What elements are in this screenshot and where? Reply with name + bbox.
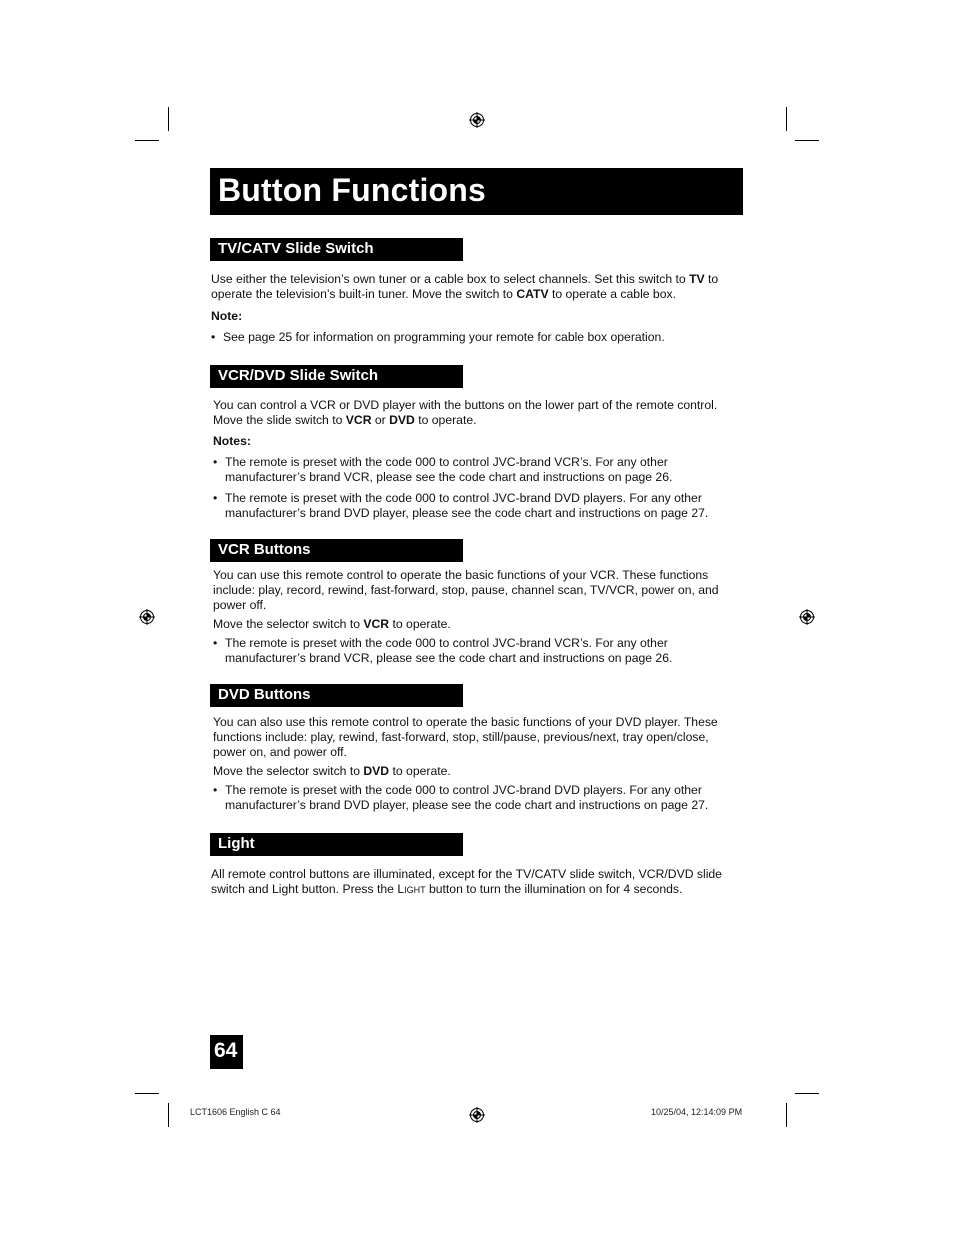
small-caps-term: Light bbox=[397, 882, 426, 896]
text-run: Use either the television’s own tuner or a cable box to select channels. Set this switch to bbox=[211, 272, 690, 286]
bullet-text: The remote is preset with the code 000 to control JVC-brand VCR’s. For any other manufacturer’s brand VCR, please see the code chart and instructions on page 26. bbox=[225, 636, 673, 665]
crop-mark bbox=[135, 140, 159, 141]
bullet-dot: • bbox=[213, 636, 218, 650]
section-heading-vcr-buttons bbox=[210, 539, 463, 562]
page-title-bar bbox=[210, 168, 743, 215]
section-heading-label: TV/CATV Slide Switch bbox=[218, 240, 374, 257]
bullet-item bbox=[213, 491, 745, 521]
bullet-text: The remote is preset with the code 000 to control JVC-brand VCR’s. For any other manufacturer’s brand VCR, please see the code chart and instructions on page 26. bbox=[225, 455, 673, 484]
bold-term: DVD bbox=[363, 764, 390, 778]
text-run: Move the selector switch to bbox=[213, 764, 364, 778]
text-run: All remote control buttons are illuminated, except for the TV/CATV slide switch, VCR/DVD slide switch and Light button. Press the bbox=[211, 867, 722, 896]
footer-right: 10/25/04, 12:14:09 PM bbox=[651, 1107, 743, 1117]
bold-term: DVD bbox=[389, 413, 415, 427]
move-instruction bbox=[213, 764, 743, 779]
section-heading-light bbox=[210, 833, 463, 856]
bold-term: VCR bbox=[363, 617, 390, 631]
registration-mark-icon bbox=[799, 609, 815, 625]
registration-mark-icon bbox=[469, 1107, 485, 1123]
text-run: to operate. bbox=[389, 764, 451, 778]
move-instruction bbox=[213, 617, 743, 632]
crop-mark bbox=[135, 1093, 159, 1094]
section-paragraph bbox=[213, 398, 743, 428]
text-run: to operate. bbox=[389, 617, 451, 631]
section-paragraph bbox=[211, 272, 741, 302]
section-heading-label: VCR Buttons bbox=[218, 541, 311, 558]
bold-term: TV bbox=[689, 272, 705, 286]
page-number-box bbox=[210, 1035, 243, 1069]
bullet-dot: • bbox=[211, 330, 216, 344]
bullet-item bbox=[213, 636, 745, 666]
bold-term: CATV bbox=[516, 287, 549, 301]
crop-mark bbox=[795, 1093, 819, 1094]
registration-mark-icon bbox=[469, 112, 485, 128]
registration-mark-icon bbox=[139, 609, 155, 625]
bullet-item bbox=[213, 783, 745, 813]
bullet-text: The remote is preset with the code 000 to control JVC-brand DVD players. For any other manufacturer’s brand DVD player, please see the code chart and instructions on page 27. bbox=[225, 491, 709, 520]
bullet-dot: • bbox=[213, 455, 218, 469]
section-paragraph: You can also use this remote control to operate the basic functions of your DVD player. These functions include: play, rewind, fast-forward, stop, still/pause, previous/next, tray open/close, power on, and power off. bbox=[213, 715, 718, 759]
section-heading-label: Light bbox=[218, 835, 255, 852]
bullet-item bbox=[211, 330, 743, 345]
section-heading-label: VCR/DVD Slide Switch bbox=[218, 367, 379, 384]
page-number: 64 bbox=[214, 1039, 238, 1062]
bullet-item bbox=[213, 455, 745, 485]
crop-mark bbox=[786, 107, 787, 131]
section-heading-dvd-buttons bbox=[210, 684, 463, 707]
section-paragraph bbox=[211, 867, 741, 897]
crop-mark bbox=[786, 1103, 787, 1127]
text-run: or bbox=[371, 413, 390, 427]
crop-mark bbox=[795, 140, 819, 141]
page-title: Button Functions bbox=[218, 172, 487, 208]
crop-mark bbox=[168, 1103, 169, 1127]
bullet-dot: • bbox=[213, 783, 218, 797]
note-label: Notes: bbox=[213, 434, 251, 448]
bold-term: VCR bbox=[345, 413, 372, 427]
section-heading-tv-catv bbox=[210, 238, 463, 261]
text-run: to operate the television’s built-in tuner. Move the switch to bbox=[211, 272, 719, 301]
text-run: You can control a VCR or DVD player with the buttons on the lower part of the remote control. Move the slide switch to bbox=[213, 398, 718, 427]
section-paragraph: You can use this remote control to operate the basic functions of your VCR. These functions include: play, record, rewind, fast-forward, stop, pause, channel scan, TV/VCR, power on, and power off. bbox=[213, 568, 719, 612]
bullet-text: The remote is preset with the code 000 to control JVC-brand DVD players. For any other manufacturer’s brand DVD player, please see the code chart and instructions on page 27. bbox=[225, 783, 709, 812]
text-run: to operate a cable box. bbox=[548, 287, 676, 301]
bullet-text: See page 25 for information on programming your remote for cable box operation. bbox=[223, 330, 665, 344]
bullet-dot: • bbox=[213, 491, 218, 505]
footer-left: LCT1606 English C 64 bbox=[190, 1107, 281, 1117]
text-run: button to turn the illumination on for 4 seconds. bbox=[425, 882, 683, 896]
text-run: Move the selector switch to bbox=[213, 617, 364, 631]
section-heading-vcr-dvd bbox=[210, 365, 463, 388]
section-heading-label: DVD Buttons bbox=[218, 686, 311, 703]
text-run: to operate. bbox=[414, 413, 477, 427]
crop-mark bbox=[168, 107, 169, 131]
note-label: Note: bbox=[211, 309, 243, 323]
